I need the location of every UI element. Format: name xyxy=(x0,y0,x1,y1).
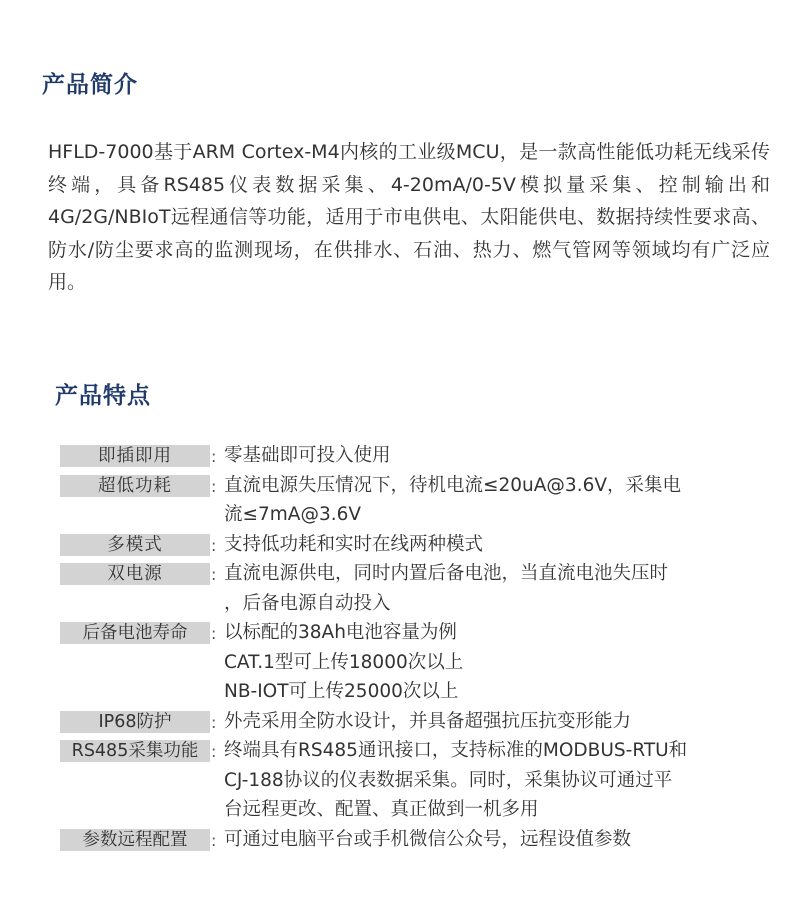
feature-description xyxy=(224,471,780,530)
feature-description xyxy=(224,559,780,618)
feature-description-line: 支持低功耗和实时在线两种模式 xyxy=(224,533,484,555)
feature-description xyxy=(224,707,780,737)
feature-label: 后备电池寿命 xyxy=(60,622,210,644)
feature-description-line: 台远程更改、配置、真正做到一机多用 xyxy=(224,799,539,820)
feature-label: 参数远程配置 xyxy=(60,829,210,851)
feature-description-line: NB-IOT可上传25000次以上 xyxy=(224,681,459,702)
feature-label: 即插即用 xyxy=(60,445,210,467)
feature-description xyxy=(224,736,780,825)
features-list xyxy=(60,441,780,854)
feature-description xyxy=(224,618,780,707)
feature-description-line: 流≤7mA@3.6V xyxy=(224,504,362,525)
feature-description xyxy=(224,825,780,855)
feature-description-line: 零基础即可投入使用 xyxy=(224,445,391,466)
features-section-title: 产品特点 xyxy=(55,383,151,409)
feature-row xyxy=(60,471,780,530)
intro-section-title: 产品简介 xyxy=(42,72,138,98)
feature-description-line: 终端具有RS485通讯接口，支持标准的MODBUS-RTU和 xyxy=(224,740,688,761)
feature-label: 双电源 xyxy=(60,563,210,585)
feature-row xyxy=(60,707,780,737)
feature-colon: : xyxy=(211,565,217,584)
feature-description-line: 直流电源失压情况下，待机电流≤20uA@3.6V，采集电 xyxy=(224,474,682,496)
feature-colon: : xyxy=(211,624,217,643)
feature-colon: : xyxy=(211,830,217,850)
feature-description-line: ，后备电源自动投入 xyxy=(224,592,391,614)
feature-row xyxy=(60,559,780,618)
feature-row xyxy=(60,530,780,560)
feature-description-line: 直流电源供电，同时内置后备电池，当直流电池失压时 xyxy=(224,563,669,584)
feature-colon: : xyxy=(211,742,217,761)
feature-description-line: 可通过电脑平台或手机微信公众号，远程设值参数 xyxy=(224,828,632,850)
feature-label: RS485采集功能 xyxy=(60,740,210,762)
feature-label: 多模式 xyxy=(60,534,210,556)
feature-row xyxy=(60,441,780,471)
feature-colon: : xyxy=(211,476,217,496)
feature-row xyxy=(60,825,780,855)
feature-row xyxy=(60,736,780,825)
feature-colon: : xyxy=(211,712,217,732)
feature-colon: : xyxy=(211,447,217,466)
feature-description xyxy=(224,441,780,471)
intro-paragraph: HFLD-7000基于ARM Cortex-M4内核的工业级MCU，是一款高性能低功耗无线采传终端，具备RS485仪表数据采集、4-20mA/0-5V模拟量采集、控制输出和4G/2G/NBIoT远程通信等功能，适用于市电供电、太阳能供电、数据持续性要求高、防水/防尘要求高的监测现场，在供排水、石油、热力、燃气管网等领域均有广泛应用。 xyxy=(48,141,770,293)
feature-row xyxy=(60,618,780,707)
feature-description-line: CJ-188协议的仪表数据采集。同时，采集协议可通过平 xyxy=(224,769,673,791)
feature-description-line: 以标配的38Ah电池容量为例 xyxy=(224,622,457,643)
feature-description-line: CAT.1型可上传18000次以上 xyxy=(224,651,464,673)
feature-colon: : xyxy=(211,535,217,555)
feature-description-line: 外壳采用全防水设计，并具备超强抗压抗变形能力 xyxy=(224,710,632,732)
feature-label: 超低功耗 xyxy=(60,475,210,497)
feature-label: IP68防护 xyxy=(60,711,210,733)
feature-description xyxy=(224,530,780,560)
